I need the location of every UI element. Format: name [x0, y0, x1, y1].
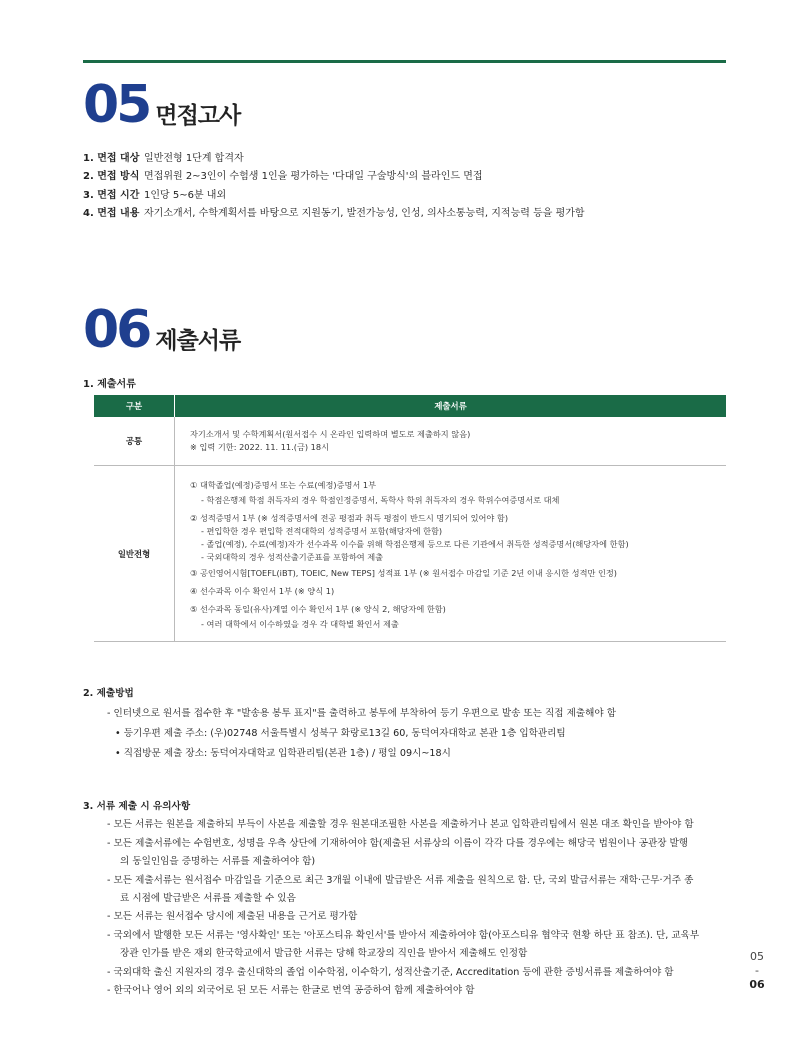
section-06-header: [83, 300, 241, 360]
document-line: ⑤ 선수과목 동일(유사)계열 이수 확인서 1부 (※ 양식 2, 해당자에 한함): [190, 604, 446, 615]
page-number: [746, 950, 768, 992]
note-continuation: 료 시점에 발급받은 서류를 제출할 수 있음: [120, 893, 296, 905]
document-line: 자기소개서 및 수학계획서(원서접수 시 온라인 입력하며 별도로 제출하지 않음): [190, 429, 471, 439]
section-06-title: 제출서류: [155, 328, 241, 354]
column-header-documents: 제출서류: [175, 395, 727, 417]
info-row: [83, 168, 585, 186]
table-row: [94, 466, 726, 642]
column-header-category: 구분: [94, 395, 175, 417]
method-bullet-mail: • 등기우편 제출 주소: (우)02748 서울특별시 성북구 화랑로13길 60, 동덕여자대학교 본관 1층 입학관리팀: [115, 728, 566, 739]
section-06-number: 06: [83, 300, 150, 360]
documents-common-cell: [175, 417, 727, 466]
document-line: ③ 공인영어시험[TOEFL(iBT), TOEIC, New TEPS] 성적표 1부 (※ 원서접수 마감일 기준 2년 이내 응시한 성적만 인정): [190, 567, 618, 578]
document-line: ※ 입력 기한: 2022. 11. 11.(금) 18시: [190, 442, 329, 452]
note-continuation: 장관 인가를 받은 재외 한국학교에서 발급한 서류는 당해 학교장의 직인을 받아서 제출해도 인정함: [120, 948, 528, 960]
page-number-top: 05: [750, 950, 764, 963]
interview-info-list: [83, 150, 585, 223]
info-row: [83, 205, 585, 223]
note-line: - 모든 서류는 원본을 제출하되 부득이 사본을 제출할 경우 원본대조필한 사본을 제출하거나 본교 입학관리팀에서 원본 대조 확인을 받아야 함: [107, 819, 694, 831]
section-05-number: 05: [83, 75, 150, 135]
table-row: [94, 417, 726, 466]
document-subline: - 편입학한 경우 편입학 전적대학의 성적증명서 포함(해당자에 한함): [201, 525, 443, 536]
document-subline: - 졸업(예정), 수료(예정)자가 선수과목 이수를 위해 학점은행제 등으로 다른 기관에서 취득한 성적증명서(해당자에 한함): [201, 538, 629, 549]
category-general: 일반전형: [94, 466, 175, 642]
info-label: 2. 면접 방식: [83, 171, 140, 183]
info-label: 3. 면접 시간: [83, 189, 140, 201]
document-line: ④ 선수과목 이수 확인서 1부 (※ 양식 1): [190, 586, 335, 596]
note-line: - 모든 제출서류에는 수험번호, 성명을 우측 상단에 기재하여야 함(제출된 서류상의 이름이 각각 다를 경우에는 해당국 법원이나 공관장 발행: [107, 837, 689, 849]
documents-general-cell: [175, 466, 727, 642]
info-value: 일반전형 1단계 합격자: [144, 153, 244, 164]
section-05-title: 면접고사: [155, 103, 241, 129]
info-value: 자기소개서, 수학계획서를 바탕으로 지원동기, 발전가능성, 인성, 의사소통능력, 지적능력 등을 평가함: [144, 207, 585, 219]
table-header-row: [94, 395, 726, 417]
note-line: - 한국어나 영어 외의 외국어로 된 모든 서류는 한글로 번역 공증하여 함께 제출하여야 함: [107, 985, 475, 997]
section-05-header: [83, 75, 241, 135]
document-subline: - 학점은행제 학점 취득자의 경우 학점인정증명서, 독학사 학위 취득자의 경우 학위수여증명서로 대체: [201, 494, 560, 505]
note-line: - 모든 서류는 원서접수 당시에 제출된 내용을 근거로 평가함: [107, 911, 358, 923]
info-label: 4. 면접 내용: [83, 207, 140, 219]
info-row: [83, 187, 585, 205]
note-line: - 국외에서 발행한 모든 서류는 '영사확인' 또는 '아포스티유 확인서'를 받아서 제출하여야 함(아포스티유 협약국 현황 하단 표 참조). 단, 교육부: [107, 929, 700, 941]
document-subline: - 국외대학의 경우 성적산출기준표를 포함하여 제출: [201, 551, 384, 562]
document-line: ② 성적증명서 1부 (※ 성적증명서에 전공 평점과 취득 평점이 반드시 명기되어 있어야 함): [190, 512, 509, 523]
method-line: - 인터넷으로 원서를 접수한 후 "발송용 봉투 표지"를 출력하고 봉투에 부착하여 등기 우편으로 발송 또는 직접 제출해야 함: [107, 708, 616, 719]
notes-heading: 3. 서류 제출 시 유의사항: [83, 801, 191, 812]
note-line: - 국외대학 출신 지원자의 경우 출신대학의 졸업 이수학점, 이수학기, 성적산출기준, Accreditation 등에 관한 증빙서류를 제출하여야 함: [107, 966, 674, 978]
submission-method-heading: 2. 제출방법: [83, 688, 134, 699]
info-value: 1인당 5~6분 내외: [144, 189, 227, 201]
page-number-dash: -: [755, 964, 759, 977]
note-line: - 모든 제출서류는 원서접수 마감일을 기준으로 최근 3개월 이내에 발급받은 서류 제출을 원칙으로 함. 단, 국외 발급서류는 재학·근무·거주 종: [107, 874, 694, 886]
method-bullet-visit: • 직접방문 제출 장소: 동덕여자대학교 입학관리팀(본관 1층) / 평일 09시~18시: [115, 748, 451, 759]
submission-method: [83, 684, 616, 764]
info-label: 1. 면접 대상: [83, 153, 140, 164]
document-subline: - 여러 대학에서 이수하였을 경우 각 대학별 확인서 제출: [201, 619, 399, 630]
info-row: [83, 150, 585, 168]
note-continuation: 의 동일인임을 증명하는 서류를 제출하여야 함): [120, 856, 316, 868]
category-common: 공통: [94, 417, 175, 466]
submission-notes: [83, 798, 731, 1000]
documents-table: [94, 395, 726, 642]
submission-docs-heading: 1. 제출서류: [83, 379, 136, 390]
info-value: 면접위원 2~3인이 수험생 1인을 평가하는 '다대일 구술방식'의 블라인드 면접: [144, 171, 483, 183]
document-line: ① 대학졸업(예정)증명서 또는 수료(예정)증명서 1부: [190, 479, 377, 490]
page-number-bottom: 06: [749, 978, 765, 991]
top-rule: [83, 60, 726, 63]
